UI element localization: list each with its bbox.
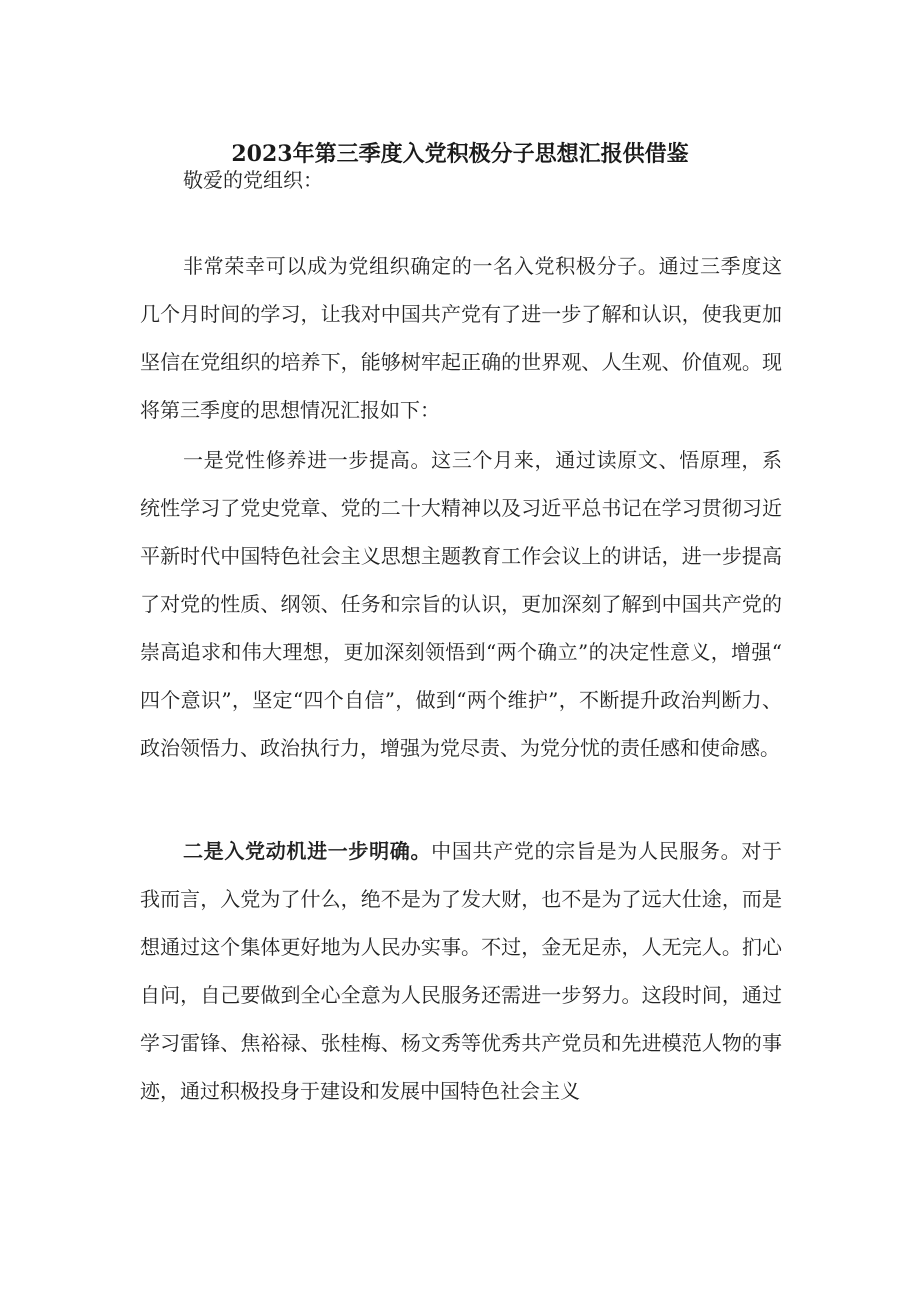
greeting: 敬爱的党组织：	[183, 168, 323, 192]
paragraph-motivation-lead: 二是入党动机进一步明确。	[183, 839, 432, 863]
paragraph-intro	[140, 242, 782, 434]
paragraph-motivation	[140, 827, 782, 1115]
paragraph-party-spirit	[140, 436, 782, 772]
paragraph-party-spirit-text: 一是党性修养进一步提高。这三个月来，通过读原文、悟原理，系统性学习了党史党章、党的二十大精神以及习近平总书记在学习贯彻习近平新时代中国特色社会主义思想主题教育工作会议上的讲话，进一步提高了对党的性质、纲领、任务和宗旨的认识，更加深刻了解到中国共产党的崇高追求和伟大理想，更加深刻领悟到“两个确立”的决定性意义，增强“四个意识”，坚定“四个自信”，做到“两个维护”，不断提升政治判断力、政治领悟力、政治执行力，增强为党尽责、为党分忧的责任感和使命感。	[140, 448, 782, 760]
paragraph-intro-text: 非常荣幸可以成为党组织确定的一名入党积极分子。通过三季度这几个月时间的学习，让我对中国共产党有了进一步了解和认识，使我更加坚信在党组织的培养下，能够树牢起正确的世界观、人生观、价值观。现将第三季度的思想情况汇报如下：	[140, 254, 782, 422]
document-title: 2023年第三季度入党积极分子思想汇报供借鉴	[231, 141, 689, 167]
paragraph-motivation-text: 中国共产党的宗旨是为人民服务。对于我而言，入党为了什么，绝不是为了发大财，也不是为了远大仕途，而是想通过这个集体更好地为人民办实事。不过，金无足赤，人无完人。扪心自问，自己要做到全心全意为人民服务还需进一步努力。这段时间，通过学习雷锋、焦裕禄、张桂梅、杨文秀等优秀共产党员和先进模范人物的事迹，通过积极投身于建设和发展中国特色社会主义	[140, 839, 783, 1103]
